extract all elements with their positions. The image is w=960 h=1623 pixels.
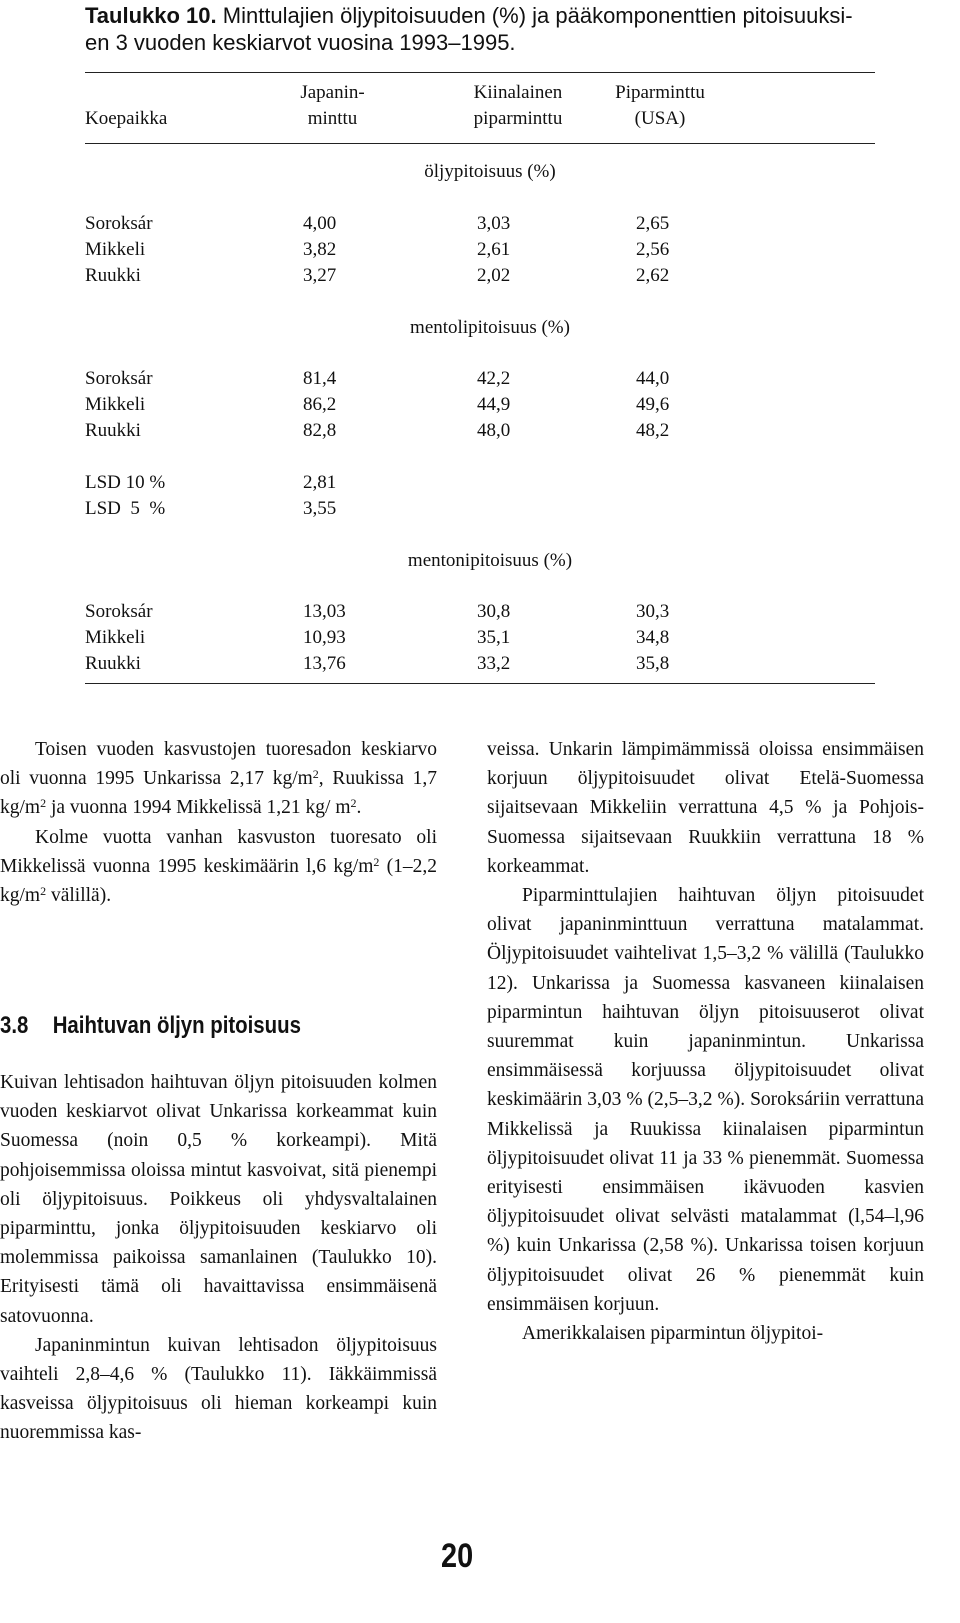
left-text-column xyxy=(0,735,437,910)
table-cell: 33,2 xyxy=(477,653,511,674)
table-header-rule xyxy=(85,143,875,144)
paragraph: veissa. Unkarin lämpimämmissä oloissa ensimmäisen korjuun öljypitoisuudet olivat Etelä-Suomessa sijaitsevaan Mikkeliin verrattuna 4,5 % ja Pohjois-Suomessa sijaitsevaan Ruukkiin verrattuna 18 % korkeammat. xyxy=(487,739,924,877)
table-cell: 2,65 xyxy=(636,213,670,234)
table-row-site: Ruukki xyxy=(85,653,141,674)
table-bottom-rule xyxy=(85,683,875,684)
table-cell: 2,61 xyxy=(477,239,511,260)
table-row-site: Mikkeli xyxy=(85,394,146,415)
table-cell: 48,2 xyxy=(636,420,670,441)
paragraph: Japaninmintun kuivan lehtisadon öljypitoisuus vaihteli 2,8–4,6 % (Taulukko 11). Iäkkäimmissä kasveissa öljypitoisuus oli hieman korkeampi kuin nuoremmissa kas- xyxy=(0,1334,437,1444)
table-caption xyxy=(85,2,875,56)
table-cell: 34,8 xyxy=(636,627,670,648)
header-koepaikka: Koepaikka xyxy=(85,108,168,129)
left-text-column-lower xyxy=(0,1068,437,1448)
paragraph: Kuivan lehtisadon haihtuvan öljyn pitoisuuden kolmen vuoden keskiarvot olivat Unkarissa korkeammat kuin Suomessa (noin 0,5 % korkeampi). Mitä pohjoisemmissa oloissa mintut kasvoivat, sitä pienempi oli öljypitoisuus. Poikkeus oli yhdysvaltalainen piparminttu, jonka öljypitoisuuden keskiarvo oli molemmissa paikoissa samanlainen (Taulukko 10). Erityisesti tämä oli havaittavissa ensimmäisenä satovuonna. xyxy=(0,1072,437,1327)
table-cell: 4,00 xyxy=(303,213,337,234)
table-row-site: Soroksár xyxy=(85,213,153,234)
table-cell: 10,93 xyxy=(303,627,346,648)
table-row-site: Ruukki xyxy=(85,420,141,441)
lsd-label: LSD 5 % xyxy=(85,498,166,519)
table-row-site: Mikkeli xyxy=(85,239,146,260)
table-cell: 82,8 xyxy=(303,420,337,441)
lsd-value: 2,81 xyxy=(303,472,337,493)
section-title-menthol: mentolipitoisuus (%) xyxy=(410,317,570,338)
section-title-oil: öljypitoisuus (%) xyxy=(424,161,556,182)
header-kiina-line1: Kiinalainen xyxy=(473,82,563,103)
table-row-site: Soroksár xyxy=(85,601,153,622)
section-heading xyxy=(0,1012,301,1040)
section-title-menthone: mentonipitoisuus (%) xyxy=(407,550,573,571)
table-row-site: Soroksár xyxy=(85,368,153,389)
right-text-column xyxy=(487,735,924,1348)
table-cell: 3,27 xyxy=(303,265,337,286)
table-cell: 44,0 xyxy=(636,368,670,389)
table-cell: 13,76 xyxy=(303,653,346,674)
table-cell: 81,4 xyxy=(303,368,337,389)
header-japanin-line2: minttu xyxy=(307,108,358,129)
section-title: Haihtuvan öljyn pitoisuus xyxy=(52,1012,301,1039)
paragraph: Toisen vuoden kasvustojen tuoresadon keskiarvo oli vuonna 1995 Unkarissa 2,17 $kg/m^2$, Ruukissa 1,7 $kg/m^2$ ja vuonna 1994 Mikkelissä 1,21 kg/ $m^2$. xyxy=(0,739,437,819)
header-usa-line2: (USA) xyxy=(634,108,686,129)
lsd-label: LSD 10 % xyxy=(85,472,166,493)
caption-label: Taulukko 10. xyxy=(85,3,217,28)
table-cell: 3,82 xyxy=(303,239,337,260)
table-cell: 35,8 xyxy=(636,653,670,674)
table-row-site: Mikkeli xyxy=(85,627,146,648)
section-number: 3.8 xyxy=(0,1012,29,1039)
table-cell: 2,02 xyxy=(477,265,511,286)
table-cell: 42,2 xyxy=(477,368,511,389)
header-kiina-line2: piparminttu xyxy=(473,108,563,129)
table-cell: 2,56 xyxy=(636,239,670,260)
caption-text: Minttulajien öljypitoisuuden (%) ja pääkomponenttien pitoisuuksi-en 3 vuoden keskiarvot vuosina 1993–1995. xyxy=(85,3,853,55)
table-row-site: Ruukki xyxy=(85,265,141,286)
table-top-rule xyxy=(85,72,875,73)
table-cell: 35,1 xyxy=(477,627,511,648)
lsd-value: 3,55 xyxy=(303,498,337,519)
paragraph: Amerikkalaisen piparmintun öljypitoi- xyxy=(522,1323,824,1345)
header-japanin-line1: Japanin- xyxy=(300,82,365,103)
page-number: 20 xyxy=(441,1537,474,1575)
paragraph: Piparminttulajien haihtuvan öljyn pitoisuudet olivat japaninminttuun verrattuna matalammat. Öljypitoisuudet vaihtelivat 1,5–3,2 % välillä (Taulukko 12). Unkarissa ja Suomessa kasvaneen kiinalaisen piparmintun haihtuvan öljyn pitoisuuserot olivat suuremmat kuin japaninmintun. Unkarissa ensimmäisessä korjuussa öljypitoisuudet olivat keskimäärin 3,03 % (2,5–3,2 %). Soroksáriin verrattuna Mikkelissä ja Ruukissa kiinalaisen piparmintun öljypitoisuudet olivat 11 ja 33 % pienemmät. Suomessa erityisesti ensimmäisen ikävuoden kasvien öljypitoisuudet olivat selvästi matalammat (l,54–l,96 %) kuin Unkarissa (2,58 %). Unkarissa toisen korjuun öljypitoisuudet olivat 26 % pienemmät kuin ensimmäisen korjuun. xyxy=(487,885,924,1315)
table-cell: 30,3 xyxy=(636,601,670,622)
table-cell: 2,62 xyxy=(636,265,670,286)
table-cell: 49,6 xyxy=(636,394,670,415)
table-cell: 13,03 xyxy=(303,601,346,622)
table-cell: 3,03 xyxy=(477,213,511,234)
header-usa-line1: Piparminttu xyxy=(615,82,705,103)
table-cell: 48,0 xyxy=(477,420,511,441)
table-cell: 44,9 xyxy=(477,394,511,415)
table-cell: 30,8 xyxy=(477,601,511,622)
table-cell: 86,2 xyxy=(303,394,337,415)
paragraph: Kolme vuotta vanhan kasvuston tuoresato oli Mikkelissä vuonna 1995 keskimäärin l,6 $kg/m^2$ (1–2,2 $kg/m^2$ välillä). xyxy=(0,826,437,907)
